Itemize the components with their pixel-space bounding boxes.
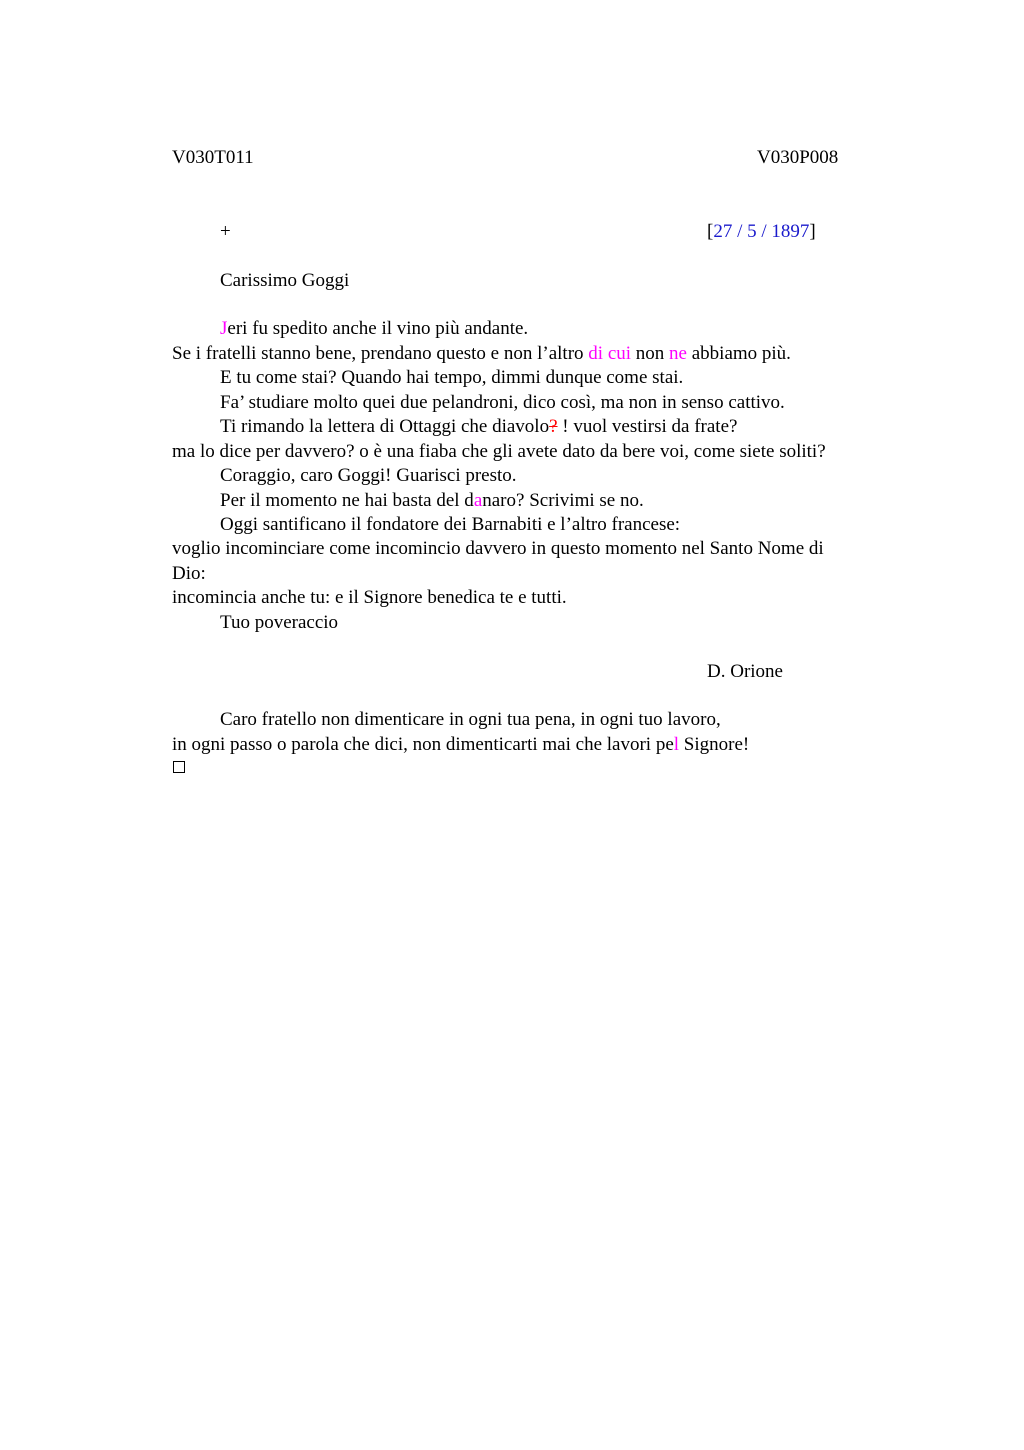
- postscript-line-2: [172, 733, 749, 757]
- letter-line-12: incomincia anche tu: e il Signore benedica te e tutti.: [172, 587, 567, 608]
- letter-line-9: Oggi santificano il fondatore dei Barnabiti e l’altro francese:: [220, 514, 681, 535]
- text-run: in ogni passo o parola che dici, non dimenticarti mai che lavori pe: [172, 734, 674, 755]
- letter-line-6: ma lo dice per davvero? o è una fiaba che gli avete dato da bere voi, come siete soliti?: [172, 441, 826, 462]
- postscript-line-1: Caro fratello non dimenticare in ogni tua pena, in ogni tuo lavoro,: [220, 709, 721, 730]
- letter-line-10: voglio incominciare come incomincio davvero in questo momento nel Santo Nome di: [172, 538, 824, 559]
- letter-line-3: E tu come stai? Quando hai tempo, dimmi dunque come stai.: [220, 367, 684, 388]
- editorial-insertion: J: [220, 318, 228, 339]
- text-run: naro? Scrivimi se no.: [482, 490, 644, 511]
- text-run: non: [631, 343, 670, 364]
- editorial-insertion: l: [673, 734, 680, 755]
- letter-line-8: [220, 489, 644, 513]
- editorial-insertion: a: [473, 490, 483, 511]
- text-run: Se i fratelli stanno bene, prendano questo e non l’altro: [172, 343, 589, 364]
- letter-line-4: Fa’ studiare molto quei due pelandroni, dico così, ma non in senso cattivo.: [220, 392, 785, 413]
- salutation: Carissimo Goggi: [220, 270, 350, 291]
- date-bracket-close: ]: [809, 221, 816, 242]
- date-bracket-open: [: [707, 221, 714, 242]
- letter-date: [707, 220, 816, 244]
- editorial-deletion: ?: [549, 416, 558, 437]
- text-run: Ti rimando la lettera di Ottaggi che diavolo: [220, 416, 550, 437]
- signature: D. Orione: [707, 661, 783, 682]
- cross-symbol: +: [220, 221, 231, 242]
- letter-line-11: Dio:: [172, 563, 206, 584]
- document-code-left: V030T011: [172, 147, 254, 168]
- text-run: eri fu spedito anche il vino più andante.: [227, 318, 529, 339]
- letter-line-5: [220, 415, 737, 439]
- page-code-right: V030P008: [757, 147, 839, 168]
- letter-line-7: Coraggio, caro Goggi! Guarisci presto.: [220, 465, 517, 486]
- end-of-document-box-icon: [173, 761, 185, 773]
- text-run: ! vuol vestirsi da frate?: [557, 416, 738, 437]
- editorial-insertion: ne: [669, 343, 687, 364]
- text-run: abbiamo più.: [686, 343, 791, 364]
- letter-line-1: [220, 317, 528, 341]
- editorial-insertion: di cui: [588, 343, 632, 364]
- date-value: 27 / 5 / 1897: [713, 221, 810, 242]
- text-run: Per il momento ne hai basta del d: [220, 490, 474, 511]
- text-run: Signore!: [679, 734, 750, 755]
- closing: Tuo poveraccio: [220, 612, 339, 633]
- letter-line-2: [172, 342, 791, 366]
